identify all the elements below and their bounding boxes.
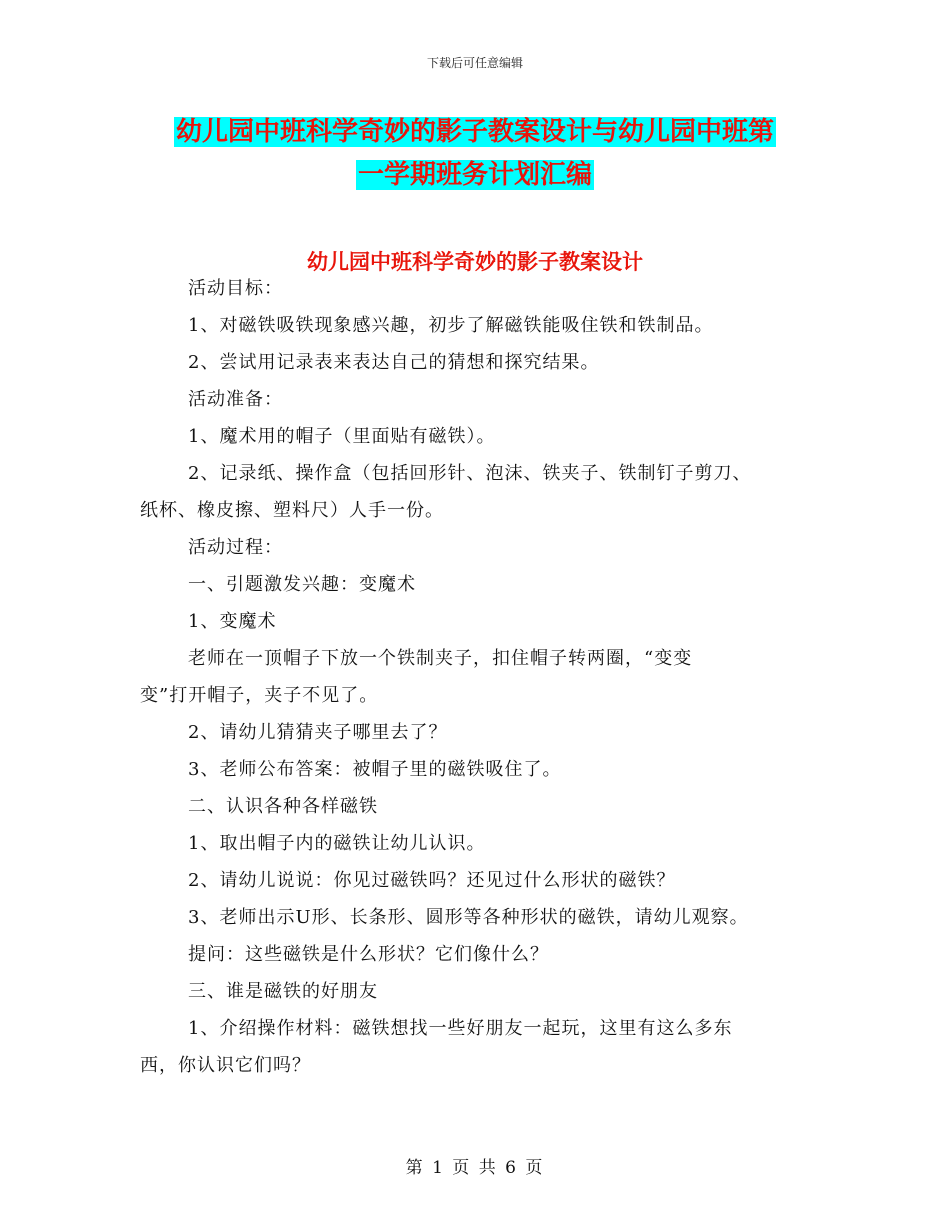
body-line: 2、尝试用记录表来表达自己的猜想和探究结果。 xyxy=(188,352,600,373)
body-line: 变”打开帽子，夹子不见了。 xyxy=(140,685,379,706)
body-line: 纸杯、橡皮擦、塑料尺）人手一份。 xyxy=(140,500,444,521)
body-line: 2、请幼儿说说：你见过磁铁吗？还见过什么形状的磁铁？ xyxy=(188,870,676,891)
body-line: 活动过程： xyxy=(188,537,283,558)
body-line: 2、请幼儿猜猜夹子哪里去了？ xyxy=(188,722,448,743)
body-line: 西，你认识它们吗？ xyxy=(140,1055,311,1076)
body-line: 活动准备： xyxy=(188,389,283,410)
body-line: 1、介绍操作材料：磁铁想找一些好朋友一起玩，这里有这么多东 xyxy=(188,1018,733,1039)
body-line: 活动目标： xyxy=(188,278,283,299)
body-line: 一、引题激发兴趣：变魔术 xyxy=(188,574,416,595)
page-footer: 第 1 页 共 6 页 xyxy=(405,1158,545,1178)
body-line: 三、谁是磁铁的好朋友 xyxy=(188,981,378,1002)
body-line: 3、老师公布答案：被帽子里的磁铁吸住了。 xyxy=(188,759,562,780)
document-title-line-1 xyxy=(0,111,950,153)
body-line: 1、对磁铁吸铁现象感兴趣，初步了解磁铁能吸住铁和铁制品。 xyxy=(188,315,714,336)
body-line: 2、记录纸、操作盒（包括回形针、泡沫、铁夹子、铁制钉子剪刀、 xyxy=(188,463,752,484)
document-title-line-2 xyxy=(0,154,950,196)
body-line: 1、魔术用的帽子（里面贴有磁铁）。 xyxy=(188,426,496,447)
body-line: 二、认识各种各样磁铁 xyxy=(188,796,378,817)
body-line: 1、取出帽子内的磁铁让幼儿认识。 xyxy=(188,833,486,854)
document-body xyxy=(140,270,830,1084)
body-line: 1、变魔术 xyxy=(188,611,277,632)
body-line: 提问：这些磁铁是什么形状？它们像什么？ xyxy=(188,944,549,965)
body-line: 3、老师出示U形、长条形、圆形等各种形状的磁铁，请幼儿观察。 xyxy=(188,907,749,928)
header-note: 下载后可任意编辑 xyxy=(426,56,523,70)
document-title-text-1: 幼儿园中班科学奇妙的影子教案设计与幼儿园中班第 xyxy=(175,117,774,147)
section-title: 幼儿园中班科学奇妙的影子教案设计 xyxy=(307,250,643,274)
body-line: 老师在一顶帽子下放一个铁制夹子，扣住帽子转两圈，“变变 xyxy=(188,648,693,669)
document-title-text-2: 一学期班务计划汇编 xyxy=(357,160,592,190)
